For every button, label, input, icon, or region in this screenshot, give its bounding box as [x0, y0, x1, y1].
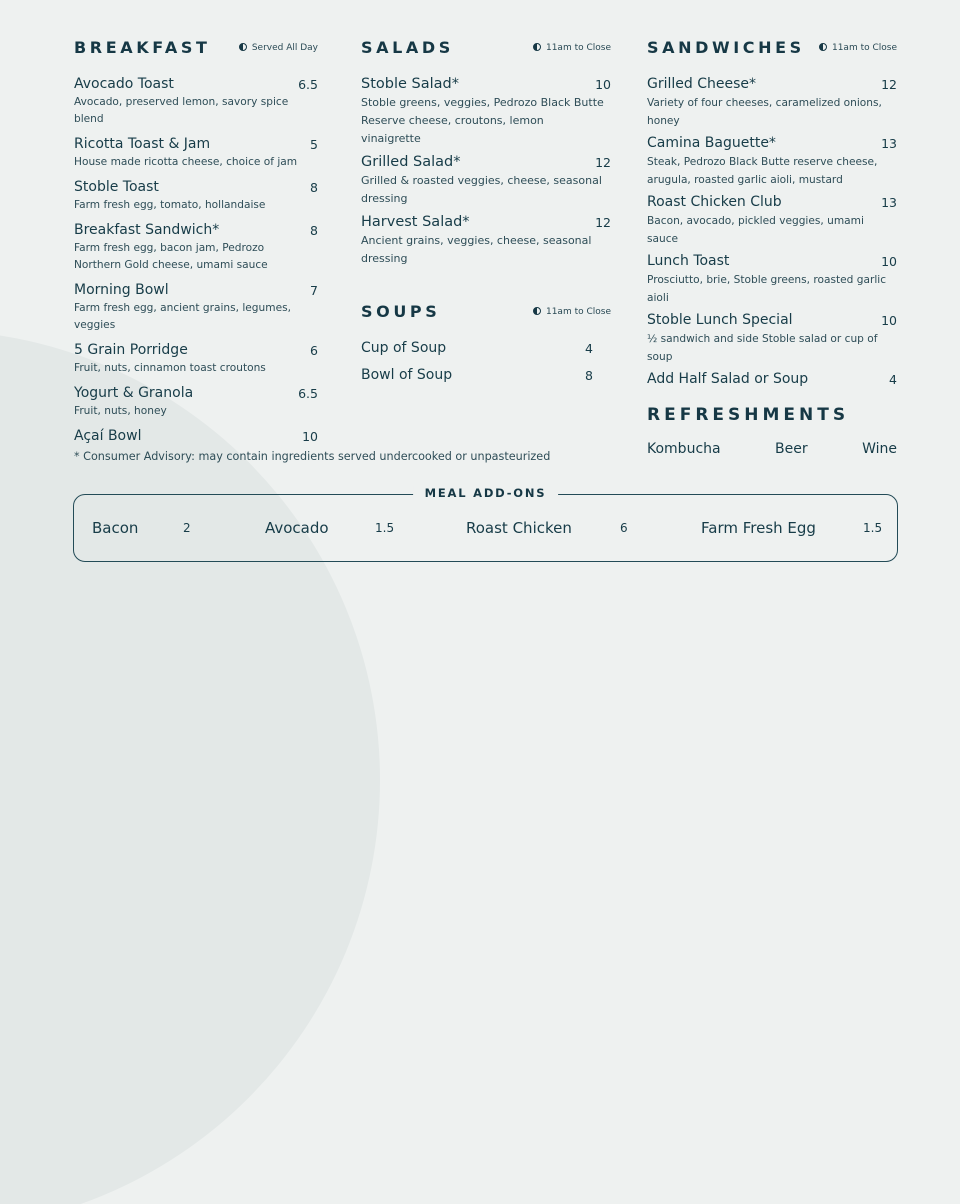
addon-price: 1.5	[863, 521, 883, 535]
item-description: House made ricotta cheese, choice of jam	[74, 156, 298, 168]
consumer-advisory: * Consumer Advisory: may contain ingredients served undercooked or unpasteurized	[74, 450, 551, 463]
clock-icon	[819, 43, 827, 51]
salads-hours	[533, 43, 611, 53]
menu-item	[361, 76, 611, 148]
item-description: Steak, Pedrozo Black Butte reserve cheese, arugula, roasted garlic aioli, mustard	[647, 156, 878, 186]
menu-item	[74, 179, 318, 214]
meal-addons-box	[73, 486, 898, 562]
item-name: Ricotta Toast & Jam	[74, 136, 211, 152]
sandwiches-hours	[819, 43, 897, 53]
soups-hours	[533, 307, 611, 317]
item-price: 10	[881, 254, 897, 269]
item-description: Grilled & roasted veggies, cheese, seasonal dressing	[361, 174, 602, 205]
menu-item	[74, 222, 318, 274]
item-description: Fruit, nuts, honey	[74, 405, 167, 417]
menu-item	[647, 312, 897, 366]
breakfast-hours	[239, 43, 318, 53]
item-description: Stoble greens, veggies, Pedrozo Black Butte Reserve cheese, croutons, lemon vinaigrette	[361, 96, 604, 145]
addon-price: 6	[620, 521, 628, 535]
item-name: Camina Baguette*	[647, 135, 776, 151]
item-description: Variety of four cheeses, caramelized onions, honey	[647, 97, 882, 127]
item-price: 4	[889, 372, 897, 387]
clock-icon	[239, 43, 247, 51]
menu-item	[74, 76, 318, 128]
item-name: Stoble Lunch Special	[647, 312, 793, 328]
item-description: ½ sandwich and side Stoble salad or cup of soup	[647, 333, 878, 363]
menu-item	[361, 367, 593, 387]
menu-item	[74, 428, 318, 448]
refreshments-list	[647, 441, 897, 461]
addon-name: Avocado	[265, 519, 329, 537]
breakfast-header	[74, 38, 318, 60]
item-description: Farm fresh egg, tomato, hollandaise	[74, 199, 266, 211]
item-name: Yogurt & Granola	[74, 385, 194, 401]
refreshment-item: Wine	[862, 441, 897, 457]
item-price: 7	[310, 283, 318, 298]
item-name: Stoble Salad*	[361, 76, 459, 92]
salads-header	[361, 38, 611, 60]
sandwiches-hours-label: 11am to Close	[831, 43, 897, 53]
item-price: 4	[585, 341, 593, 356]
item-price: 6.5	[298, 77, 318, 92]
sandwiches-title: SANDWICHES	[647, 38, 805, 57]
breakfast-hours-label: Served All Day	[251, 43, 318, 53]
item-name: Cup of Soup	[361, 340, 447, 356]
item-name: Avocado Toast	[74, 76, 174, 92]
item-description: Farm fresh egg, ancient grains, legumes, veggies	[74, 302, 291, 331]
menu-item	[74, 282, 318, 334]
item-price: 6	[310, 343, 318, 358]
item-price: 6.5	[298, 386, 318, 401]
item-name: Grilled Cheese*	[647, 76, 757, 92]
menu-item	[74, 385, 318, 420]
item-price: 13	[881, 136, 897, 151]
refreshment-item: Kombucha	[647, 441, 721, 457]
item-description: Farm fresh egg, bacon jam, Pedrozo Northern Gold cheese, umami sauce	[74, 242, 268, 271]
sandwiches-section	[647, 38, 897, 396]
item-price: 5	[310, 137, 318, 152]
clock-icon	[533, 43, 541, 51]
menu-item	[647, 253, 897, 307]
item-description: Prosciutto, brie, Stoble greens, roasted garlic aioli	[647, 274, 887, 304]
item-price: 8	[310, 223, 318, 238]
soups-hours-label: 11am to Close	[545, 307, 611, 317]
menu-item	[647, 76, 897, 130]
item-name: Add Half Salad or Soup	[647, 371, 809, 387]
addon-name: Bacon	[92, 519, 139, 537]
item-name: Morning Bowl	[74, 282, 169, 298]
menu-item	[74, 136, 318, 171]
menu-item	[74, 342, 318, 377]
soups-section	[361, 302, 611, 394]
salads-hours-label: 11am to Close	[545, 43, 611, 53]
sandwiches-header	[647, 38, 897, 60]
addon-price: 1.5	[375, 521, 395, 535]
item-description: Fruit, nuts, cinnamon toast croutons	[74, 362, 266, 374]
item-description: Avocado, preserved lemon, savory spice blend	[74, 96, 289, 125]
menu-item	[647, 194, 897, 248]
addons-title: MEAL ADD-ONS	[413, 486, 559, 500]
breakfast-title: BREAKFAST	[74, 38, 211, 57]
item-name: 5 Grain Porridge	[74, 342, 188, 358]
menu-item	[361, 214, 611, 268]
item-price: 12	[595, 155, 611, 170]
refreshment-item: Beer	[775, 441, 808, 457]
item-name: Grilled Salad*	[361, 154, 461, 170]
clock-icon	[533, 307, 541, 315]
refreshments-section	[647, 405, 897, 461]
menu-item	[647, 371, 897, 391]
item-price: 10	[881, 313, 897, 328]
item-name: Lunch Toast	[647, 253, 730, 269]
addon-price: 2	[183, 521, 191, 535]
menu-item	[647, 135, 897, 189]
breakfast-section	[74, 38, 318, 456]
addon-name: Farm Fresh Egg	[701, 519, 816, 537]
item-price: 13	[881, 195, 897, 210]
item-name: Bowl of Soup	[361, 367, 453, 383]
item-price: 12	[595, 215, 611, 230]
item-description: Bacon, avocado, pickled veggies, umami sauce	[647, 215, 864, 245]
refreshments-title: REFRESHMENTS	[647, 405, 850, 425]
addon-name: Roast Chicken	[466, 519, 572, 537]
item-price: 8	[585, 368, 593, 383]
soups-header	[361, 302, 611, 324]
item-name: Breakfast Sandwich*	[74, 222, 220, 238]
item-description: Ancient grains, veggies, cheese, seasonal dressing	[361, 234, 592, 265]
salads-title: SALADS	[361, 38, 454, 57]
salads-section	[361, 38, 611, 274]
item-name: Açaí Bowl	[74, 428, 142, 444]
soups-title: SOUPS	[361, 302, 441, 321]
item-name: Harvest Salad*	[361, 214, 470, 230]
item-price: 10	[595, 77, 611, 92]
item-name: Stoble Toast	[74, 179, 159, 195]
item-price: 12	[881, 77, 897, 92]
menu-item	[361, 154, 611, 208]
item-price: 8	[310, 180, 318, 195]
menu-item	[361, 340, 593, 360]
item-price: 10	[302, 429, 318, 444]
item-name: Roast Chicken Club	[647, 194, 782, 210]
